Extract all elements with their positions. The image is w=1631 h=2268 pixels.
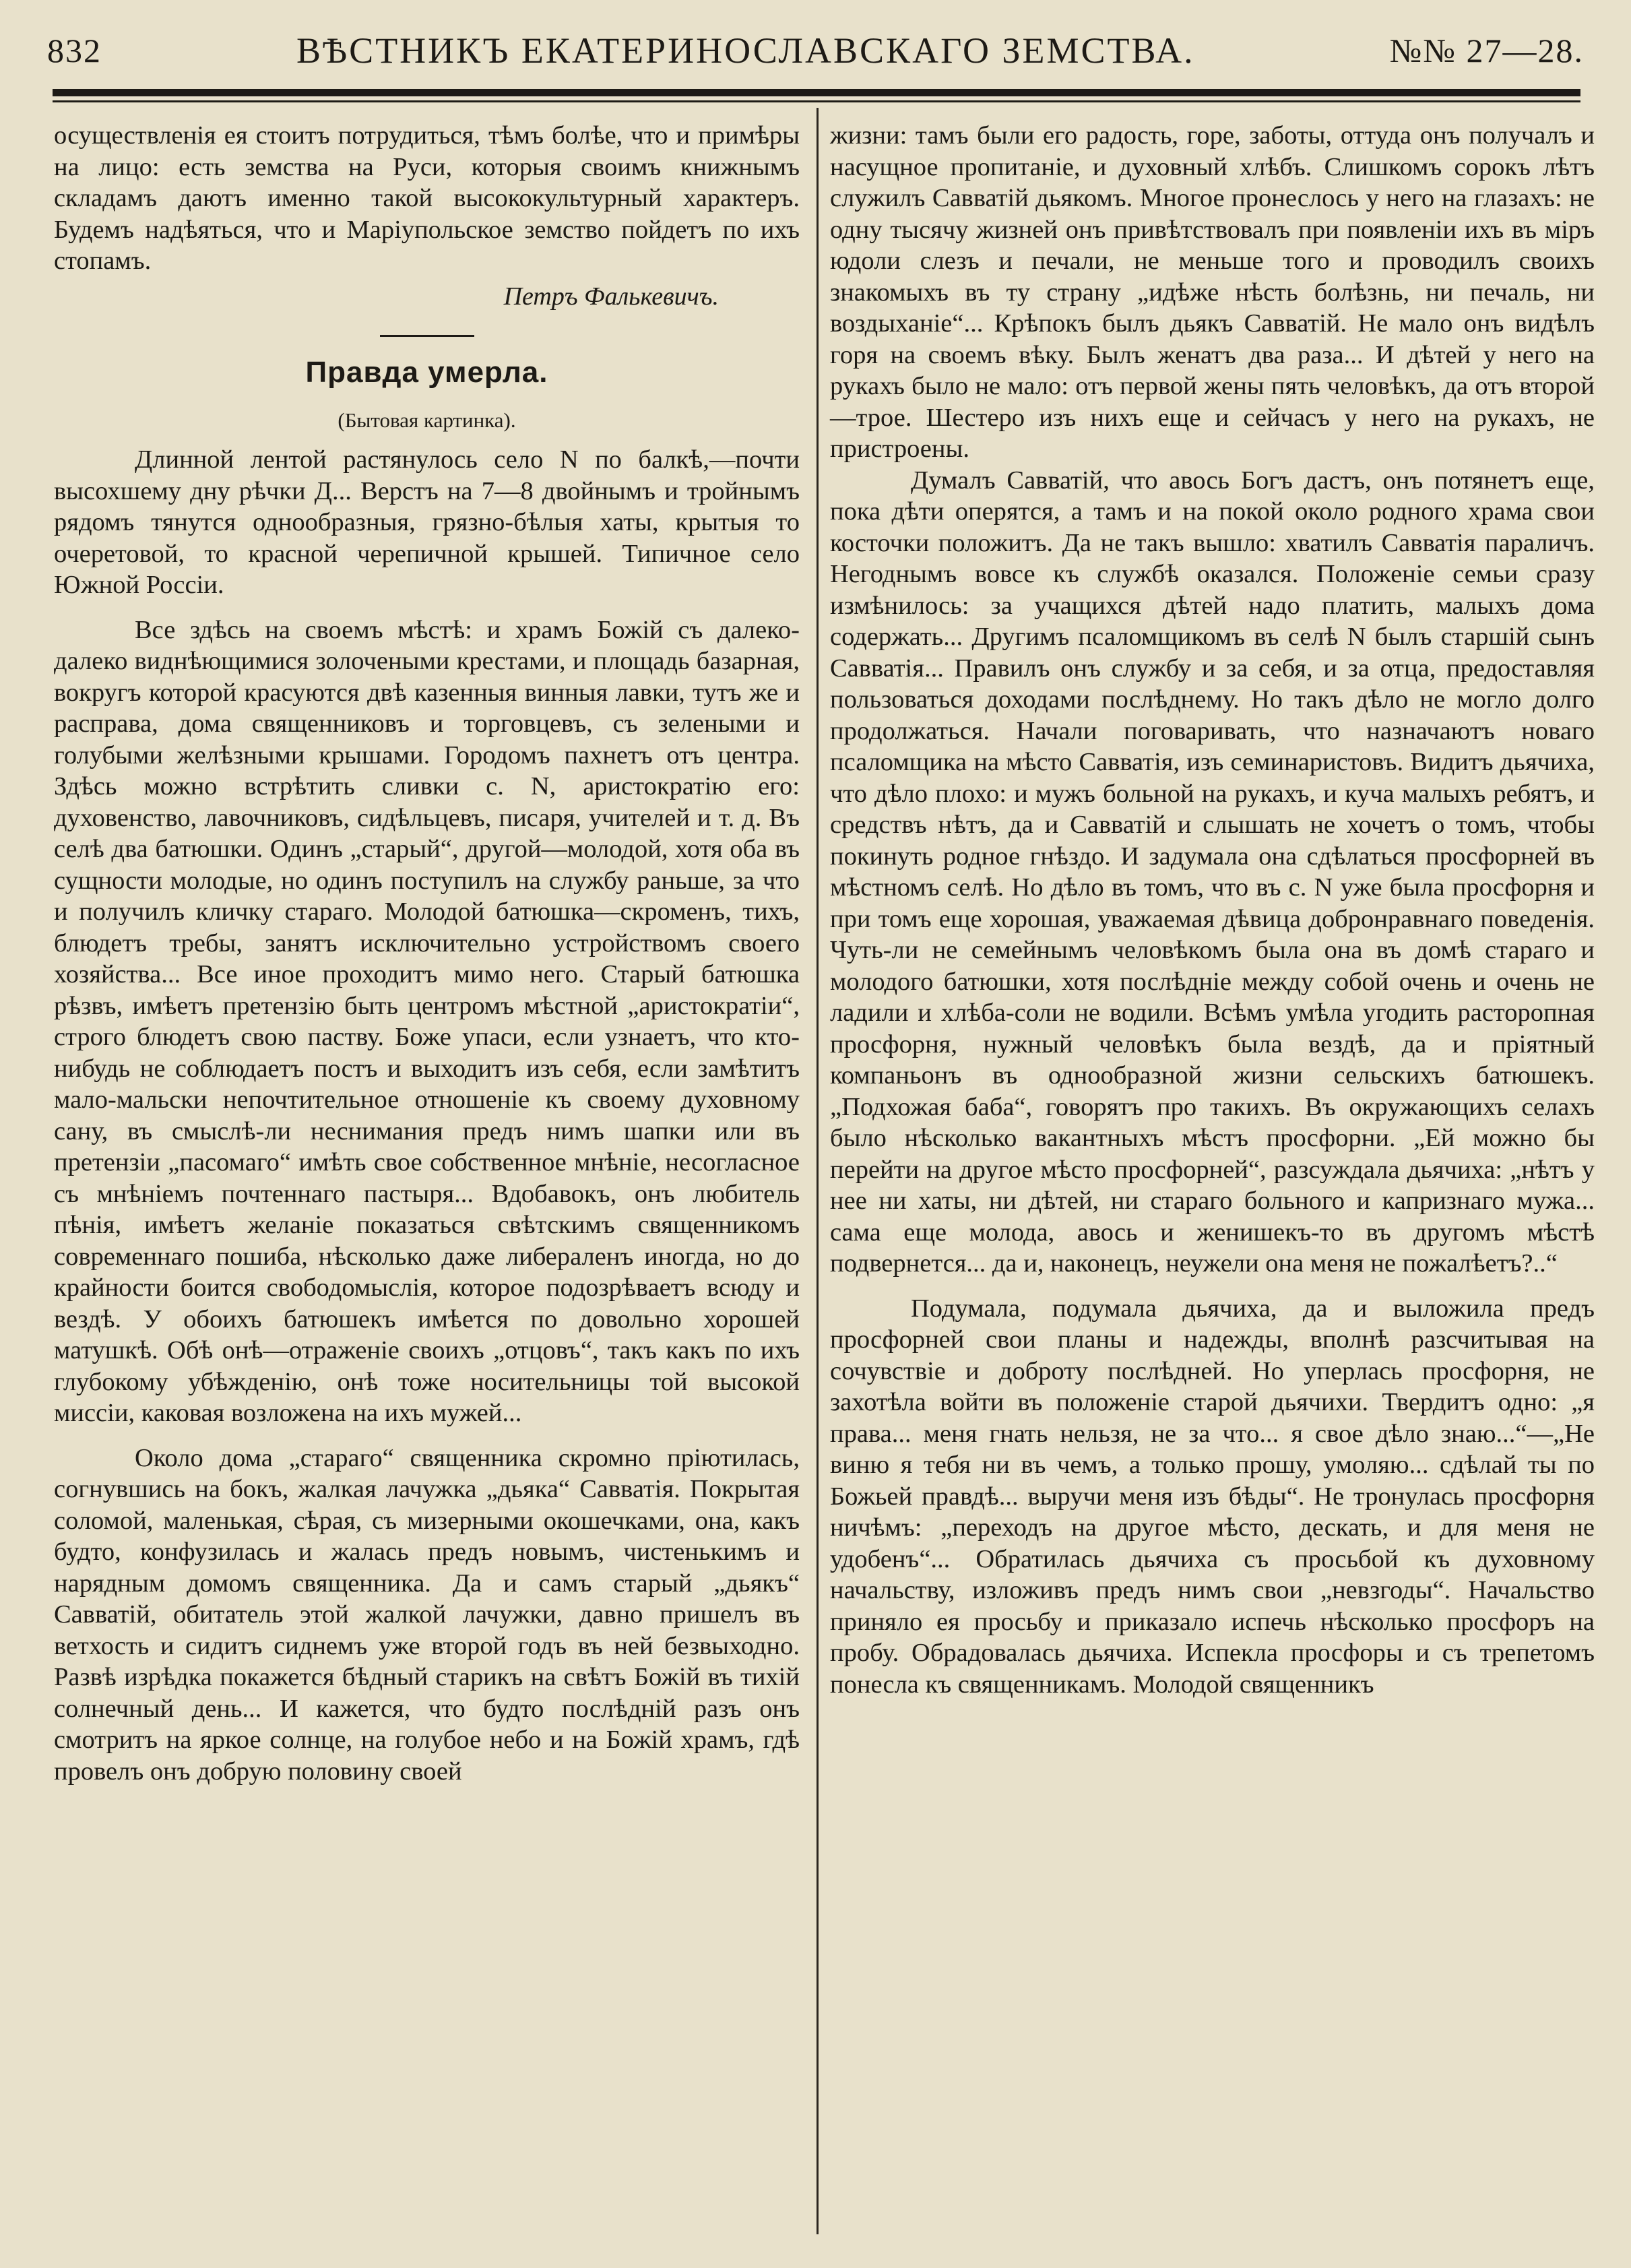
- article-title: Правда умерла.: [305, 356, 548, 389]
- left-column: [54, 120, 800, 1787]
- journal-title: ВѢСТНИКЪ ЕКАТЕРИНОСЛАВСКАГО ЗЕМСТВА.: [296, 30, 1195, 71]
- paragraph: Длинной лентой растянулось село N по балкѣ,—почти высохшему дну рѣчки Д... Верстъ на 7—8 двойнымъ и тройнымъ рядомъ тянутся однообразныя, грязно-бѣлыя хаты, крытыя то очеретовой, то красной черепичной крышей. Типичное село Южной Россіи.: [54, 445, 800, 599]
- article-separator: [380, 335, 474, 337]
- paragraph: жизни: тамъ были его радость, горе, заботы, оттуда онъ получалъ и насущное пропитаніе, и духовный хлѣбъ. Слишкомъ сорокъ лѣтъ служилъ Савватій дьякомъ. Многое пронеслось у него на глазахъ: не одну тысячу жизней онъ привѣтствовалъ при появленіи ихъ въ міръ юдоли слезъ и печали, не меньше того и проводилъ своихъ знакомыхъ въ ту страну „идѣже нѣсть болѣзнь, ни печаль, ни воздыханіе“... Крѣпокъ былъ дьякъ Савватій. Не мало онъ видѣлъ горя на своемъ вѣку. Былъ женатъ два раза... И дѣтей у него на рукахъ было не мало: отъ первой жены пять человѣкъ, да отъ второй—трое. Шестеро изъ нихъ еще и сейчасъ у него на рукахъ, не пристроены.: [830, 121, 1595, 463]
- header-rule-thin: [53, 100, 1580, 102]
- paragraph: Около дома „стараго“ священника скромно пріютилась, согнувшись на бокъ, жалкая лачужка „дьяка“ Савватія. Покрытая соломой, маленькая, сѣрая, съ мизерными окошечками, она, какъ будто, конфузилась и жалась предъ новымъ, чистенькимъ и нарядным домомъ священника. Да и самъ старый „дьякъ“ Савватій, обитатель этой жалкой лачужки, давно пришелъ въ ветхость и сидитъ сиднемъ уже второй годъ въ ней безвыходно. Развѣ изрѣдка покажется бѣдный старикъ на свѣтъ Божій въ тихій солнечный день... И кажется, что будто послѣдній разъ онъ смотритъ на яркое солнце, на голубое небо и на Божій храмъ, гдѣ провелъ онъ добрую половину своей: [54, 1443, 800, 1786]
- right-column: [830, 120, 1595, 1700]
- page-number: 832: [47, 32, 102, 69]
- page-header: [47, 20, 1584, 81]
- column-divider: [817, 108, 819, 2234]
- paragraph: Подумала, подумала дьячиха, да и выложила предъ просфорней свои планы и надежды, вполнѣ разсчитывая на сочувствіе и доброту послѣдней. Но уперлась просфорня, не захотѣла войти въ положеніе старой дьячихи. Твердитъ одно: „я права... меня гнать нельзя, не за что... я свое дѣло знаю...“—„Не виню я тебя ни въ чемъ, а только прошу, умоляю... сдѣлай ты по Божьей правдѣ... выручи меня изъ бѣды“. Не тронулась просфорня ничѣмъ: „переходъ на другое мѣсто, дескать, и для меня не удобенъ“... Обратилась дьячиха съ просьбой къ духовному начальству, изложивъ предъ нимъ свои „невзгоды“. Начальство приняло ея просьбу и приказало испечь нѣсколько просфоръ на пробу. Обрадовалась дьячиха. Испекла просфоры и съ трепетомъ понесла къ священникамъ. Молодой священникъ: [830, 1294, 1595, 1699]
- paragraph: Думалъ Савватій, что авось Богъ дастъ, онъ потянетъ еще, пока дѣти оперятся, а тамъ и на покой около родного храма свои косточки положитъ. Да не такъ вышло: хватилъ Савватія параличъ. Негоднымъ вовсе къ службѣ оказался. Положеніе семьи сразу измѣнилось: за учащихся дѣтей надо платить, малыхъ дома содержать... Другимъ псаломщикомъ въ селѣ N былъ старшій сынъ Савватія... Правилъ онъ службу и за себя, и за отца, предоставляя пользоваться доходами послѣднему. Но такъ дѣло не могло долго продолжаться. Начали поговаривать, что назначаютъ новаго псаломщика на мѣсто Савватія, изъ семинаристовъ. Видитъ дьячиха, что дѣло плохо: и мужъ больной на рукахъ, и куча малыхъ ребятъ, и средствъ нѣтъ, да и Савватій и слышать не хочетъ о томъ, чтобы покинуть родное гнѣздо. И задумала она сдѣлаться просфорней въ мѣстномъ селѣ. Но дѣло въ томъ, что въ с. N уже была просфорня и при томъ еще хорошая, уважаемая дѣвица добронравнаго поведенія. Чуть-ли не семейнымъ человѣкомъ была она въ домѣ стараго и молодого батюшки, хотя послѣдніе между собой очень и очень не ладили и хлѣба-соли не водили. Всѣмъ умѣла угодить расторопная просфорня, нужный человѣкъ была вездѣ, да и пріятный компаньонъ въ однообразной жизни сельскихъ батюшекъ. „Подхожая баба“, говорятъ про такихъ. Въ окружающихъ селахъ было нѣсколько вакантныхъ мѣстъ просфорни. „Ей можно бы перейти на другое мѣсто просфорней“, разсуждала дьячиха: „нѣтъ у нее ни хаты, ни дѣтей, ни стараго больного и капризнаго мужа... сама еще молода, авось и женишекъ-то въ другомъ мѣстѣ подвернется... да и, наконецъ, неужели она меня не пожалѣетъ?..“: [830, 466, 1595, 1278]
- header-rule-thick: [53, 89, 1580, 96]
- author-signature: Петръ Фалькевичъ.: [503, 282, 719, 311]
- article-subtitle: (Бытовая картинка).: [338, 408, 516, 432]
- paragraph: Все здѣсь на своемъ мѣстѣ: и храмъ Божій съ далеко-далеко виднѣющимися золочеными крестами, и площадь базарная, вокругъ которой красуются двѣ казенныя винныя лавки, тутъ же и расправа, дома священниковъ и торговцевъ, съ зелеными и голубыми желѣзными крышами. Городомъ пахнетъ отъ центра. Здѣсь можно встрѣтить сливки с. N, аристократію его: духовенство, лавочниковъ, сидѣльцевъ, писаря, учителей и т. д. Въ селѣ два батюшки. Одинъ „старый“, другой—молодой, хотя оба въ сущности молодые, но одинъ поступилъ на службу раньше, за что и получилъ кличку стараго. Молодой батюшка—скроменъ, тихъ, блюдетъ требы, занятъ исключительно устройствомъ своего хозяйства... Все иное проходитъ мимо него. Старый батюшка рѣзвъ, имѣетъ претензію быть центромъ мѣстной „аристократіи“, строго блюдетъ свою паству. Боже упаси, если узнаетъ, что кто-нибудь не соблюдаетъ постъ и выходитъ изъ себя, если замѣтитъ мало-мальски непочтительное отношеніе къ своему духовному сану, въ смыслѣ-ли неснимания предъ нимъ шапки или въ претензіи „пасомаго“ имѣть свое собственное мнѣніе, несогласное съ мнѣніемъ почтеннаго пастыря... Вдобавокъ, онъ любитель пѣнія, имѣетъ желаніе показаться свѣтскимъ священникомъ современнаго пошиба, нѣсколько даже либераленъ иногда, но до крайности боится свободомыслія, которое подозрѣваетъ всюду и вездѣ. У обоихъ батюшекъ имѣется по довольно хорошей матушкѣ. Обѣ онѣ—отраженіе своихъ „отцовъ“, такъ какъ по ихъ глубокому убѣжденію, онѣ тоже носительницы той высокой миссіи, каковая возложена на ихъ мужей...: [54, 615, 800, 1427]
- previous-article-ending: осуществленія ея стоитъ потрудиться, тѣмъ болѣе, что и примѣры на лицо: есть земства на Руси, которыя своимъ книжнымъ складамъ даютъ именно такой высококультурный характеръ. Будемъ надѣяться, что и Маріупольское земство пойдетъ по ихъ стопамъ.: [54, 121, 800, 275]
- issue-number: №№ 27—28.: [1389, 32, 1584, 69]
